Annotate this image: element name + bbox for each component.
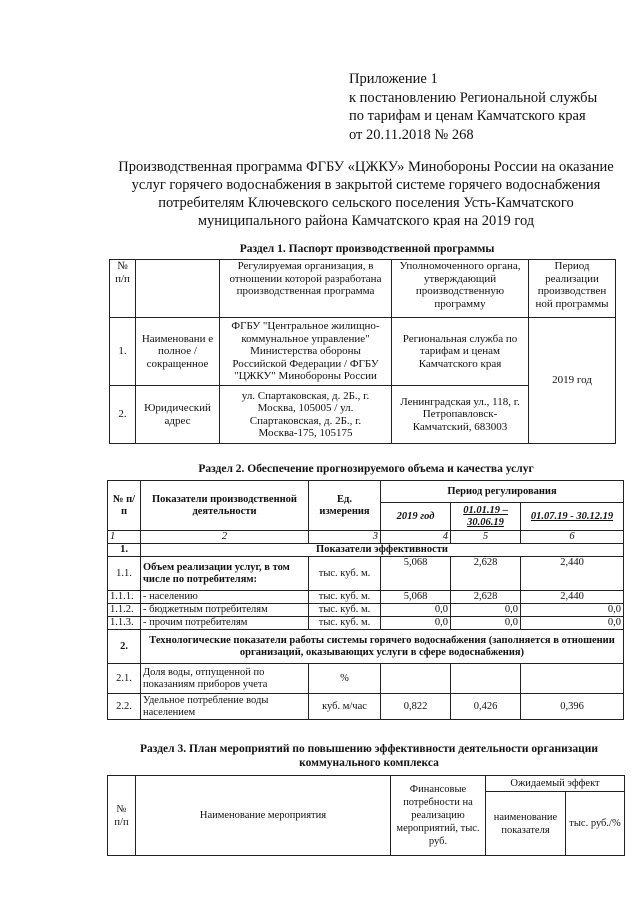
title-line: Производственная программа ФГБУ «ЦЖКУ» Минобороны России на оказание: [118, 159, 614, 175]
row-label: Наименовани е полное / сокращенное: [136, 318, 220, 386]
row-number: 2.2.: [108, 694, 141, 720]
col-number: 4: [381, 531, 451, 544]
document-title: [96, 158, 636, 230]
appendix-header: [349, 70, 597, 144]
row-unit: тыс. куб. м.: [309, 604, 381, 617]
table-row: [108, 604, 624, 617]
col-number: 1: [108, 531, 141, 544]
row-number: 1.1.: [108, 557, 141, 591]
col-header-unit: Ед. измерения: [309, 481, 381, 531]
col-header-half2: 01.07.19 - 30.12.19: [521, 503, 624, 531]
col-number: 3: [309, 531, 381, 544]
value-half2: [521, 664, 624, 694]
row-unit: тыс. куб. м.: [309, 591, 381, 604]
col-header-finance: Финансовые потребности на реализацию мероприятий, тыс. руб.: [391, 776, 486, 856]
authority-address-cell: Ленинградская ул., 118, г. Петропавловск-Камчатский, 683003: [392, 386, 529, 444]
appendix-line: к постановлению Региональной службы: [349, 89, 598, 106]
value-year: 5,068: [381, 591, 451, 604]
col-header-blank: [136, 260, 220, 318]
col-number: 6: [521, 531, 624, 544]
col-header-authority: Уполномоченного органа, утверждающий производственную программу: [392, 260, 529, 318]
col-header-indicator: Показатели производственной деятельности: [141, 481, 309, 531]
column-numbers-row: [108, 531, 624, 544]
table-row: [108, 557, 624, 591]
section3-title-line: коммунального комплекса: [299, 757, 439, 769]
row-number: 1.: [110, 318, 136, 386]
value-half2: 0,396: [521, 694, 624, 720]
value-year: 0,0: [381, 604, 451, 617]
row-number: 2.: [108, 630, 141, 664]
row-number: 1.1.1.: [108, 591, 141, 604]
value-half1: 0,0: [451, 617, 521, 630]
section1-title: Раздел 1. Паспорт производственной программы: [239, 243, 495, 255]
row-label: - населению: [141, 591, 309, 604]
appendix-line: по тарифам и ценам Камчатского края: [349, 108, 586, 124]
value-half2: 2,440: [521, 591, 624, 604]
col-header-period: Период регулирования: [381, 481, 624, 503]
value-half2: 0,0: [521, 604, 624, 617]
title-line: услуг горячего водоснабжения в закрытой системе горячего водоснабжения: [131, 177, 601, 193]
col-header-num: № п/п: [110, 260, 136, 318]
value-half2: 0,0: [521, 617, 624, 630]
value-half1: 2,628: [451, 591, 521, 604]
row-number: 2.: [110, 386, 136, 444]
row-label: - бюджетным потребителям: [141, 604, 309, 617]
row-label: Удельное потребление воды населением: [141, 694, 309, 720]
row-unit: тыс. куб. м.: [309, 617, 381, 630]
value-year: 0,822: [381, 694, 451, 720]
value-year: 5,068: [381, 557, 451, 591]
table-row: [108, 591, 624, 604]
table-row: [108, 617, 624, 630]
row-label: - прочим потребителям: [141, 617, 309, 630]
table-header-row: [108, 776, 625, 792]
value-half2: 2,440: [521, 557, 624, 591]
col-header-num: № п/п: [108, 776, 136, 856]
table-row: [108, 664, 624, 694]
col-header-indicator-name: наименование показателя: [486, 792, 566, 856]
org-name-cell: ФГБУ "Центральное жилищно-коммунальное управление" Министерства обороны Российской Федерации / ФГБУ "ЦЖКУ" Минобороны России: [220, 318, 392, 386]
col-header-num: № п/п: [108, 481, 141, 531]
row-number: 1.1.3.: [108, 617, 141, 630]
org-address-cell: ул. Спартаковская, д. 2Б., г. Москва, 105005 / ул. Спартаковская, д. 2Б., г. Москва-175, 105175: [220, 386, 392, 444]
col-number: 5: [451, 531, 521, 544]
row-unit: куб. м/час: [309, 694, 381, 720]
table-header-row: [108, 481, 624, 503]
period-cell: 2019 год: [529, 318, 616, 444]
table-row: [108, 694, 624, 720]
authority-name-cell: Региональная служба по тарифам и ценам Камчатского края: [392, 318, 529, 386]
value-half1: [451, 664, 521, 694]
col-header-period: Период реализации производствен ной программы: [529, 260, 616, 318]
col-header-org: Регулируемая организация, в отношении которой разработана производственная программа: [220, 260, 392, 318]
row-number: 1.1.2.: [108, 604, 141, 617]
group-row: [108, 544, 624, 557]
row-unit: тыс. куб. м.: [309, 557, 381, 591]
col-header-effect: Ожидаемый эффект: [486, 776, 625, 792]
col-number: 2: [141, 531, 309, 544]
appendix-line: Приложение 1: [349, 71, 438, 87]
group-label: Показатели эффективности: [141, 544, 624, 557]
table-row: [110, 318, 616, 386]
col-header-half1: 01.01.19 – 30.06.19: [451, 503, 521, 531]
value-half1: 0,0: [451, 604, 521, 617]
row-number: 1.: [108, 544, 141, 557]
title-line: потребителям Ключевского сельского поселения Усть-Камчатского: [158, 195, 574, 211]
value-half1: 2,628: [451, 557, 521, 591]
col-header-measure: Наименование мероприятия: [136, 776, 391, 856]
row-label: Объем реализации услуг, в том числе по потребителям:: [141, 557, 309, 591]
row-label: Доля воды, отпущенной по показаниям приборов учета: [141, 664, 309, 694]
measures-table: [107, 775, 625, 856]
row-label: Юридический адрес: [136, 386, 220, 444]
passport-table: [109, 259, 616, 444]
value-half1: 0,426: [451, 694, 521, 720]
section2-title: Раздел 2. Обеспечение прогнозируемого объема и качества услуг: [198, 463, 534, 475]
value-year: 0,0: [381, 617, 451, 630]
col-header-year: 2019 год: [381, 503, 451, 531]
section3-title: [107, 742, 631, 770]
col-header-value: тыс. руб./%: [566, 792, 625, 856]
title-line: муниципального района Камчатского края на 2019 год: [197, 213, 535, 229]
row-unit: %: [309, 664, 381, 694]
section3-title-line: Раздел 3. План мероприятий по повышению эффективности деятельности организации: [140, 743, 598, 755]
group-row: [108, 630, 624, 664]
group-label: Технологические показатели работы системы горячего водоснабжения (заполняется в отношении организаций, оказывающих услуги в сфере водоснабжения): [141, 630, 624, 664]
row-number: 2.1.: [108, 664, 141, 694]
value-year: [381, 664, 451, 694]
volume-quality-table: [107, 480, 624, 720]
appendix-line: от 20.11.2018 № 268: [349, 126, 474, 143]
table-header-row: [110, 260, 616, 318]
